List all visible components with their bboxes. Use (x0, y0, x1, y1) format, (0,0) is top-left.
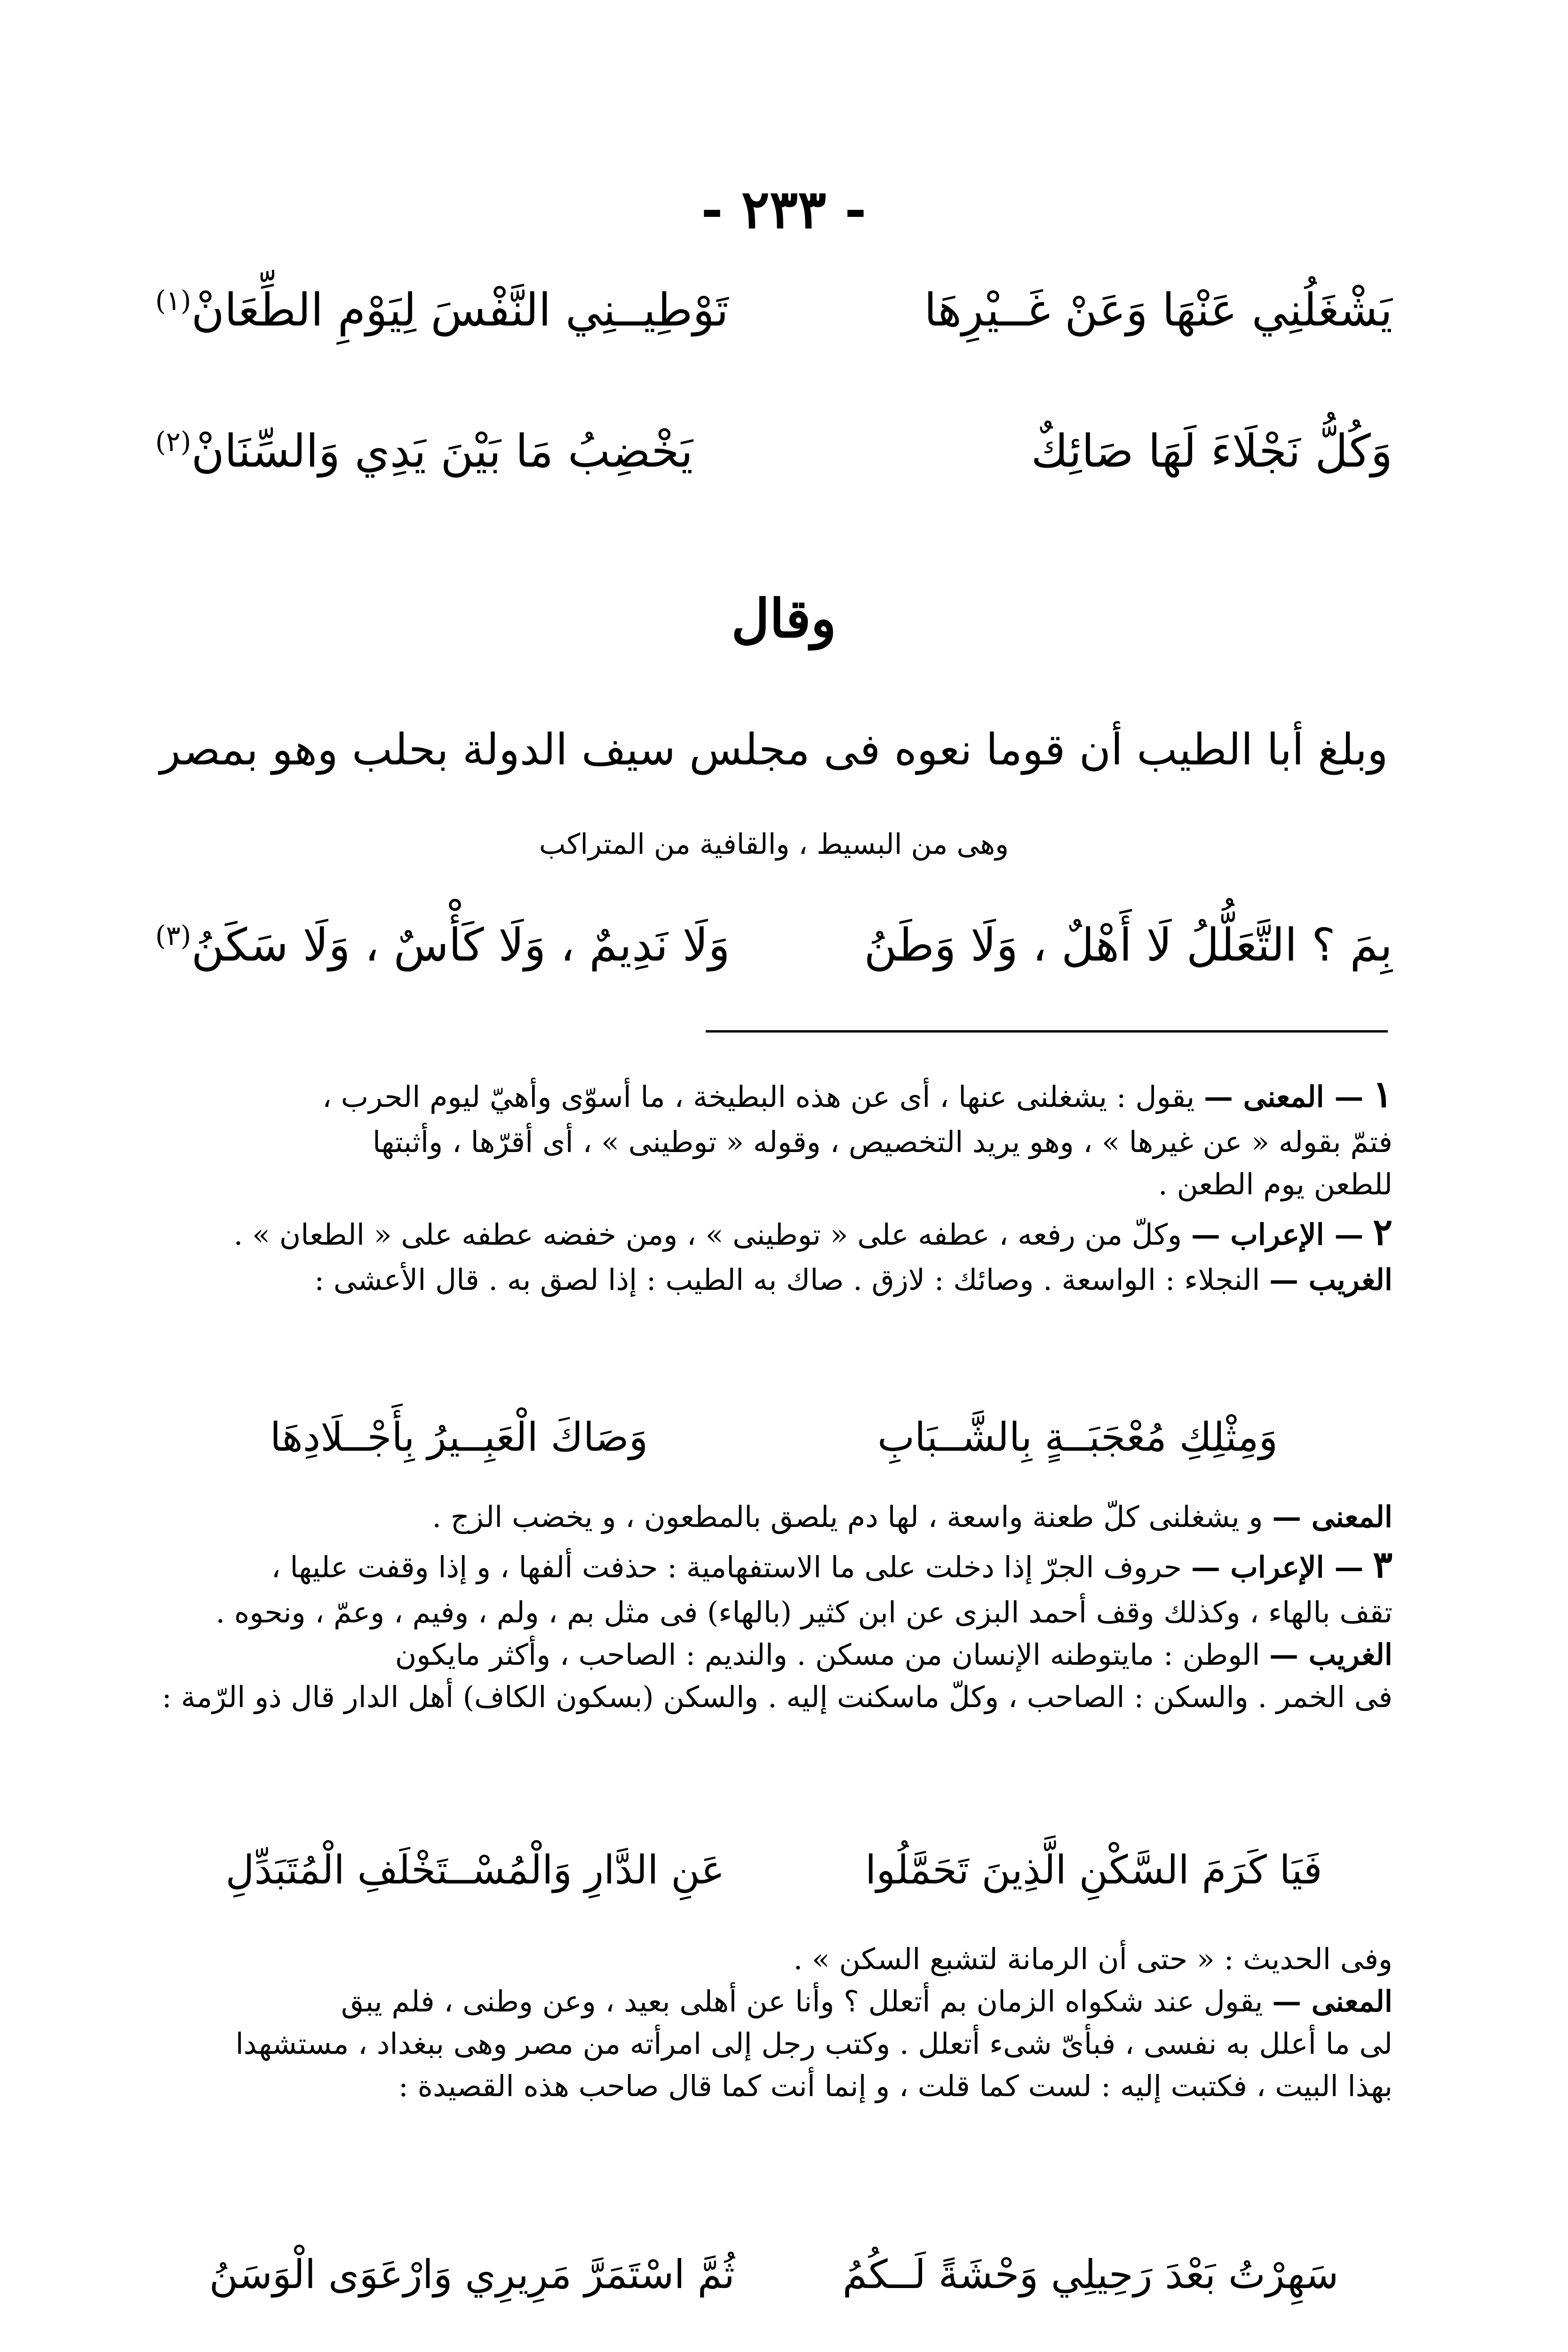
note-text: و يشغلنى كلّ طعنة واسعة ، لها دم يلصق بالمطعون ، و يخضب الزج . (432, 1500, 1263, 1534)
commentary-line (141, 1068, 1393, 1121)
commentary-block (141, 1496, 1393, 1718)
verse-hemistich-left: ثُمَّ اسْتَمَرَّ مَرِيرِي وَارْعَوَى الْوَسَنُ (209, 2251, 735, 2297)
note-term: الغريب — (1269, 1262, 1393, 1297)
note-text: فى الخمر . والسكن : الصاحب ، وكلّ ماسكنت إليه . والسكن (بسكون الكاف) أهل الدار قال ذو الرّمة : (162, 1679, 1393, 1714)
note-text: تقف بالهاء ، وكذلك وقف أحمد البزى عن ابن كثير (بالهاء) فى مثل بم ، ولم ، وفيم ، وعمّ ، ونحوه . (215, 1595, 1393, 1629)
note-term: الغريب — (1269, 1637, 1393, 1672)
verse-hemistich-right: يَشْغَلُنِي عَنْهَا وَعَنْ غَــيْرِهَا (924, 284, 1393, 337)
verse-hemistich-right: سَهِرْتُ بَعْدَ رَحِيلِي وَحْشَةً لَــكُمُ (842, 2251, 1339, 2297)
note-text: فتمّ بقوله « عن غيرها » ، وهو يريد التخصيص ، وقوله « توطينى » ، أى أقرّها ، وأثبتها (372, 1125, 1393, 1160)
commentary-line (141, 1121, 1393, 1163)
verse-hemistich-right: فَيَا كَرَمَ السَّكْنِ الَّذِينَ تَحَمَّلُوا (865, 1846, 1322, 1893)
commentary-line (141, 1163, 1393, 1206)
footnote-marker: (٢) (155, 426, 191, 458)
note-term: المعنى — (1272, 1500, 1393, 1534)
verse-hemistich-text: تَوْطِيــنِي النَّفْسَ لِيَوْمِ الطِّعَانْ (191, 284, 729, 337)
verse-hemistich-left (155, 283, 729, 337)
quoted-verse (155, 1835, 1393, 1905)
commentary-block (141, 1938, 1393, 2107)
note-number: ٣ (1373, 1543, 1393, 1586)
quoted-verse (155, 2239, 1393, 2310)
note-number: ٢ (1373, 1210, 1393, 1254)
note-text: النجلاء : الواسعة . وصائك : لازق . صاك به الطيب : إذا لصق به . قال الأعشى : (314, 1262, 1260, 1297)
note-text: يقول : يشغلنى عنها ، أى عن هذه البطيخة ، ما أسوّى وأهيّ ليوم الحرب ، (322, 1080, 1195, 1114)
intro-text: وبلغ أبا الطيب أن قوما نعوه فى مجلس سيف الدولة بحلب وهو بمصر (159, 724, 1388, 775)
commentary-line (141, 1938, 1393, 1980)
footnote-marker: (١) (155, 285, 191, 317)
note-text: وكلّ من رفعه ، عطفه على « توطينى » ، ومن خفضه عطفه على « الطعان » . (233, 1217, 1182, 1252)
commentary-line (141, 1980, 1393, 2023)
verse-hemistich-left (155, 424, 693, 478)
poem-first-verse (155, 908, 1393, 983)
note-text: وفى الحديث : « حتى أن الرمانة لتشبع السكن » . (793, 1942, 1393, 1976)
commentary-block (141, 1068, 1393, 1301)
note-term: — المعنى — (1203, 1080, 1364, 1114)
note-term: — الإعراب — (1191, 1217, 1364, 1252)
note-text: حروف الجرّ إذا دخلت على ما الاستفهامية : حذفت ألفها ، و إذا وقفت عليها ، (271, 1549, 1182, 1584)
note-number: ١ (1373, 1073, 1393, 1116)
quoted-verse (155, 1402, 1393, 1472)
commentary-line (141, 1259, 1393, 1301)
verse-hemistich-text: وَلَا نَدِيمٌ ، وَلَا كَأْسٌ ، وَلَا سَكَنُ (191, 919, 730, 972)
note-text: بهذا البيت ، فكتبت إليه : لست كما قلت ، و إنما أنت كما قال صاحب هذه القصيدة : (398, 2068, 1393, 2103)
commentary-line (141, 1676, 1393, 1718)
note-text: يقول عند شكواه الزمان بم أتعلل ؟ وأنا عن أهلى بعيد ، وعن وطنى ، فلم يبق (341, 1984, 1263, 2018)
page-number: - ٢٣٣ - (701, 179, 867, 240)
footnote-marker: (٣) (155, 920, 191, 952)
verse-hemistich-left: عَنِ الدَّارِ وَالْمُسْــتَخْلَفِ الْمُتَبَدِّلِ (225, 1846, 725, 1893)
note-text: للطعن يوم الطعن . (1158, 1167, 1393, 1201)
footnote-divider (706, 1030, 1388, 1033)
verse-hemistich-right: وَمِثْلِكِ مُعْجَبَــةٍ بِالشَّــبَابِ (877, 1414, 1278, 1460)
meter-note: وهى من البسيط ، والقافية من المتراكب (539, 828, 1009, 861)
verse-line (155, 273, 1393, 348)
commentary-line (141, 1634, 1393, 1676)
note-term: المعنى — (1272, 1984, 1393, 2018)
verse-hemistich-right: وَكُلُّ نَجْلَاءَ لَهَا صَائِكٌ (1031, 425, 1393, 478)
note-text: الوطن : مايتوطنه الإنسان من مسكن . والنديم : الصاحب ، وأكثر مايكون (395, 1637, 1260, 1672)
commentary-line (141, 1496, 1393, 1538)
verse-hemistich-left (155, 918, 730, 972)
verse-hemistich-right: بِمَ ؟ التَّعَلُّلُ لَا أَهْلٌ ، وَلَا وَطَنُ (864, 919, 1393, 972)
commentary-line (141, 1591, 1393, 1634)
verse-line (155, 414, 1393, 489)
commentary-line (141, 2023, 1393, 2065)
verse-hemistich-text: يَخْضِبُ مَا بَيْنَ يَدِي وَالسِّنَانْ (191, 425, 693, 478)
note-text: لى ما أعلل به نفسى ، فبأىّ شىء أتعلل . وكتب رجل إلى امرأته من مصر وهى ببغداد ، مستشهدا (235, 2026, 1393, 2061)
commentary-line (141, 1206, 1393, 1259)
commentary-line (141, 1538, 1393, 1591)
section-heading: وقال (731, 588, 836, 650)
commentary-line (141, 2065, 1393, 2107)
note-term: — الإعراب — (1191, 1549, 1364, 1584)
verse-hemistich-left: وَصَاكَ الْعَبِــيرُ بِأَجْــلَادِهَا (270, 1414, 648, 1460)
